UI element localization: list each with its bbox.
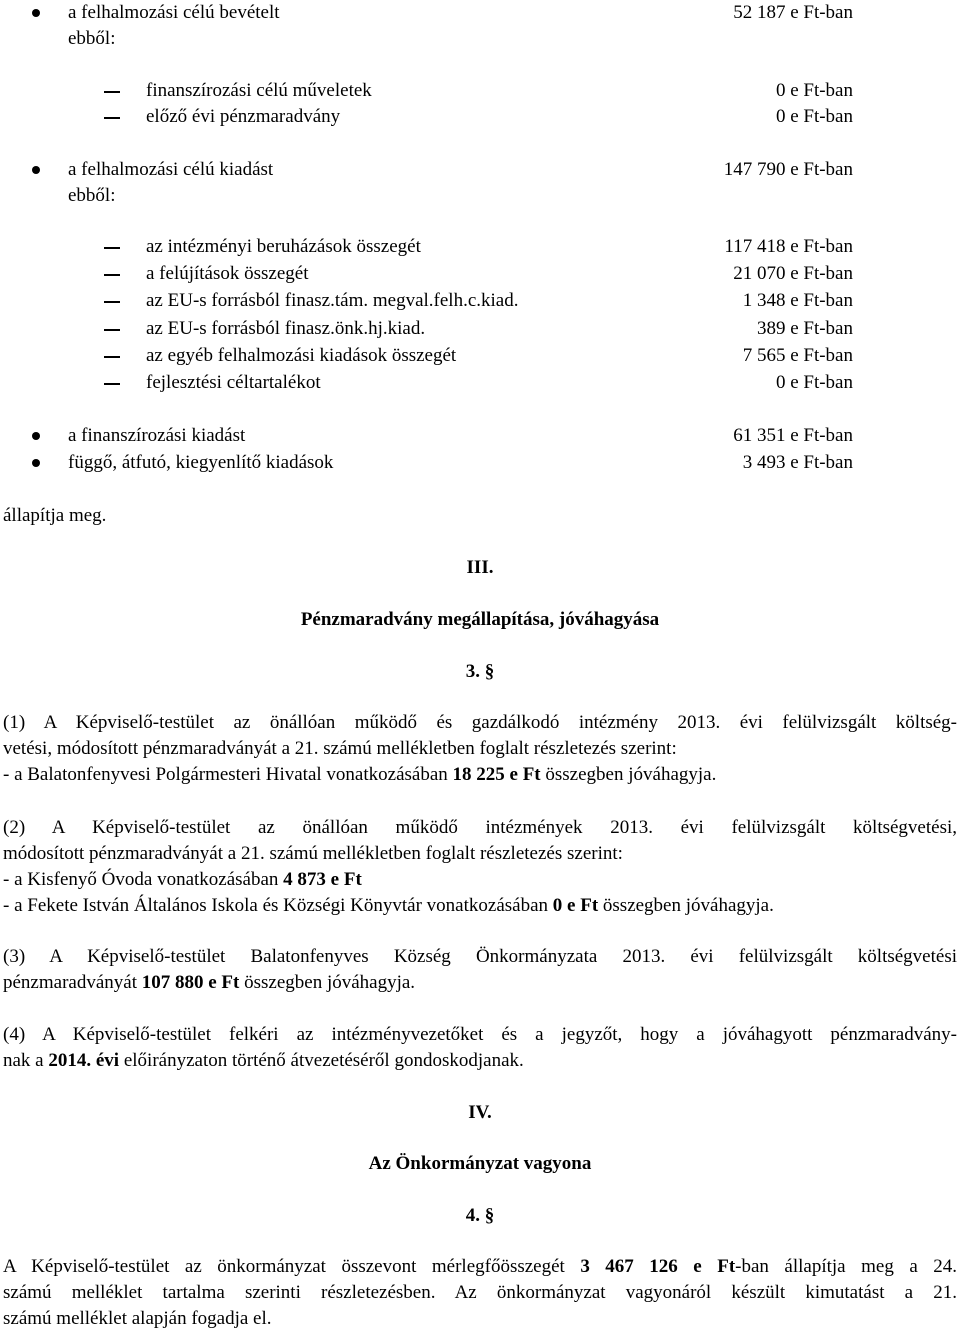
section3-paragraph-3 <box>3 944 957 996</box>
expense-item-row <box>0 316 960 342</box>
amount-bold: 0 e Ft <box>552 895 599 916</box>
text-line: (1) A Képviselő-testület az önállóan működő és gazdálkodó intézmény 2013. évi felülvizsgált költség- <box>3 712 957 733</box>
revenue-main-label: a felhalmozási célú bevételt <box>68 2 280 23</box>
expense-item-label: a felújítások összegét <box>146 263 309 284</box>
revenue-item-amount: 0 e Ft-ban <box>775 80 853 101</box>
text-line <box>3 1048 957 1074</box>
section4-paragraph-1 <box>3 1254 957 1332</box>
text-line: (2) A Képviselő-testület az önállóan működő intézmények 2013. évi felülvizsgált költségvetési, <box>3 817 957 838</box>
revenue-item-label: finanszírozási célú műveletek <box>146 80 372 101</box>
text-segment: A Képviselő-testület az önkormányzat összevont mérlegfőösszegét <box>3 1256 581 1277</box>
expense-sub-label: ebből: <box>68 185 116 206</box>
text-line <box>3 1254 957 1280</box>
text-segment: -ban állapítja meg a 24. <box>735 1256 957 1277</box>
expense-item-label: az EU-s forrásból finasz.önk.hj.kiad. <box>146 318 426 339</box>
dash-icon <box>104 301 120 303</box>
expense-item-row <box>0 261 960 287</box>
expense-item-amount: 1 348 e Ft-ban <box>742 290 853 311</box>
text-segment: - a Fekete István Általános Iskola és Községi Könyvtár vonatkozásában <box>3 895 553 916</box>
dash-icon <box>104 117 120 119</box>
dash-icon <box>104 329 120 331</box>
section4-paragraph-number: 4. § <box>465 1205 495 1226</box>
text-line: (3) A Képviselő-testület Balatonfenyves Község Önkormányzata 2013. évi felülvizsgált költségvetési <box>3 946 957 967</box>
section3-paragraph-4 <box>3 1022 957 1074</box>
expense-main-row <box>0 157 960 183</box>
expense-item-row <box>0 343 960 369</box>
bullet-icon <box>32 459 40 467</box>
text-line: számú melléklet tartalma szerinti részletezésben. Az önkormányzat vagyonáról készült kimutatást a 21. <box>3 1282 957 1303</box>
expense-item-amount: 117 418 e Ft-ban <box>724 236 853 257</box>
text-line <box>3 867 957 893</box>
revenue-item-amount: 0 e Ft-ban <box>775 106 853 127</box>
other-item-label: a finanszírozási kiadást <box>68 425 246 446</box>
dash-icon <box>104 383 120 385</box>
text-segment: - a Balatonfenyvesi Polgármesteri Hivatal vonatkozásában <box>3 764 453 785</box>
amount-bold: 3 467 126 e Ft <box>580 1256 736 1277</box>
section3-numeral: III. <box>466 557 494 578</box>
expense-item-amount: 0 e Ft-ban <box>775 372 853 393</box>
text-line: módosított pénzmaradványát a 21. számú mellékletben foglalt részletezés szerint: <box>3 843 623 864</box>
dash-icon <box>104 356 120 358</box>
expense-sub-row <box>0 183 960 209</box>
expense-item-amount: 7 565 e Ft-ban <box>742 345 853 366</box>
section4-numeral: IV. <box>468 1102 492 1123</box>
text-segment: nak a <box>3 1050 49 1071</box>
expense-main-label: a felhalmozási célú kiadást <box>68 159 274 180</box>
revenue-sub-row <box>0 26 960 52</box>
expense-item-amount: 389 e Ft-ban <box>756 318 853 339</box>
bullet-icon <box>32 432 40 440</box>
revenue-item-row <box>0 104 960 130</box>
amount-bold: 107 880 e Ft <box>141 972 240 993</box>
other-item-label: függő, átfutó, kiegyenlítő kiadások <box>68 452 334 473</box>
expense-item-label: az EU-s forrásból finasz.tám. megval.felh.c.kiad. <box>146 290 519 311</box>
expense-item-row <box>0 370 960 396</box>
expense-main-amount: 147 790 e Ft-ban <box>723 159 853 180</box>
closing-row <box>0 503 960 529</box>
section3-paragraph-2 <box>3 815 957 919</box>
section4-title: Az Önkormányzat vagyona <box>368 1153 592 1174</box>
text-line: számú melléklet alapján fogadja el. <box>3 1308 272 1329</box>
expense-item-amount: 21 070 e Ft-ban <box>733 263 853 284</box>
text-segment: előirányzaton történő átvezetéséről gondoskodjanak. <box>119 1050 524 1071</box>
dash-icon <box>104 91 120 93</box>
dash-icon <box>104 274 120 276</box>
text-line: vetési, módosított pénzmaradványát a 21. számú mellékletben foglalt részletezés szerint: <box>3 738 677 759</box>
text-segment: összegben jóváhagyja. <box>239 972 416 993</box>
text-line <box>3 893 957 919</box>
revenue-main-amount: 52 187 e Ft-ban <box>733 2 853 23</box>
other-item-row <box>0 423 960 449</box>
text-segment: - a Kisfenyő Óvoda vonatkozásában <box>3 869 284 890</box>
expense-item-row <box>0 288 960 314</box>
bullet-icon <box>32 166 40 174</box>
revenue-item-label: előző évi pénzmaradvány <box>146 106 341 127</box>
revenue-item-row <box>0 78 960 104</box>
amount-bold: 18 225 e Ft <box>452 764 541 785</box>
revenue-main-row <box>0 0 960 26</box>
expense-item-label: fejlesztési céltartalékot <box>146 372 321 393</box>
text-segment: pénzmaradványát <box>3 972 142 993</box>
expense-item-label: az intézményi beruházások összegét <box>146 236 421 257</box>
expense-item-row <box>0 234 960 260</box>
dash-icon <box>104 247 120 249</box>
revenue-sub-label: ebből: <box>68 28 116 49</box>
text-segment: összegben jóváhagyja. <box>598 895 774 916</box>
other-item-row <box>0 450 960 476</box>
amount-bold: 4 873 e Ft <box>283 869 362 890</box>
closing-text: állapítja meg. <box>3 505 107 526</box>
text-line <box>3 970 957 996</box>
section3-paragraph-number: 3. § <box>465 661 495 682</box>
section3-title: Pénzmaradvány megállapítása, jóváhagyása <box>300 609 660 630</box>
other-item-amount: 3 493 e Ft-ban <box>742 452 853 473</box>
year-bold: 2014. évi <box>48 1050 120 1071</box>
text-segment: összegben jóváhagyja. <box>540 764 717 785</box>
section3-paragraph-1 <box>3 710 957 788</box>
text-line: (4) A Képviselő-testület felkéri az intézményvezetőket és a jegyzőt, hogy a jóváhagyott pénzmaradvány- <box>3 1024 957 1045</box>
expense-item-label: az egyéb felhalmozási kiadások összegét <box>146 345 457 366</box>
text-line <box>3 762 957 788</box>
bullet-icon <box>32 9 40 17</box>
other-item-amount: 61 351 e Ft-ban <box>733 425 853 446</box>
